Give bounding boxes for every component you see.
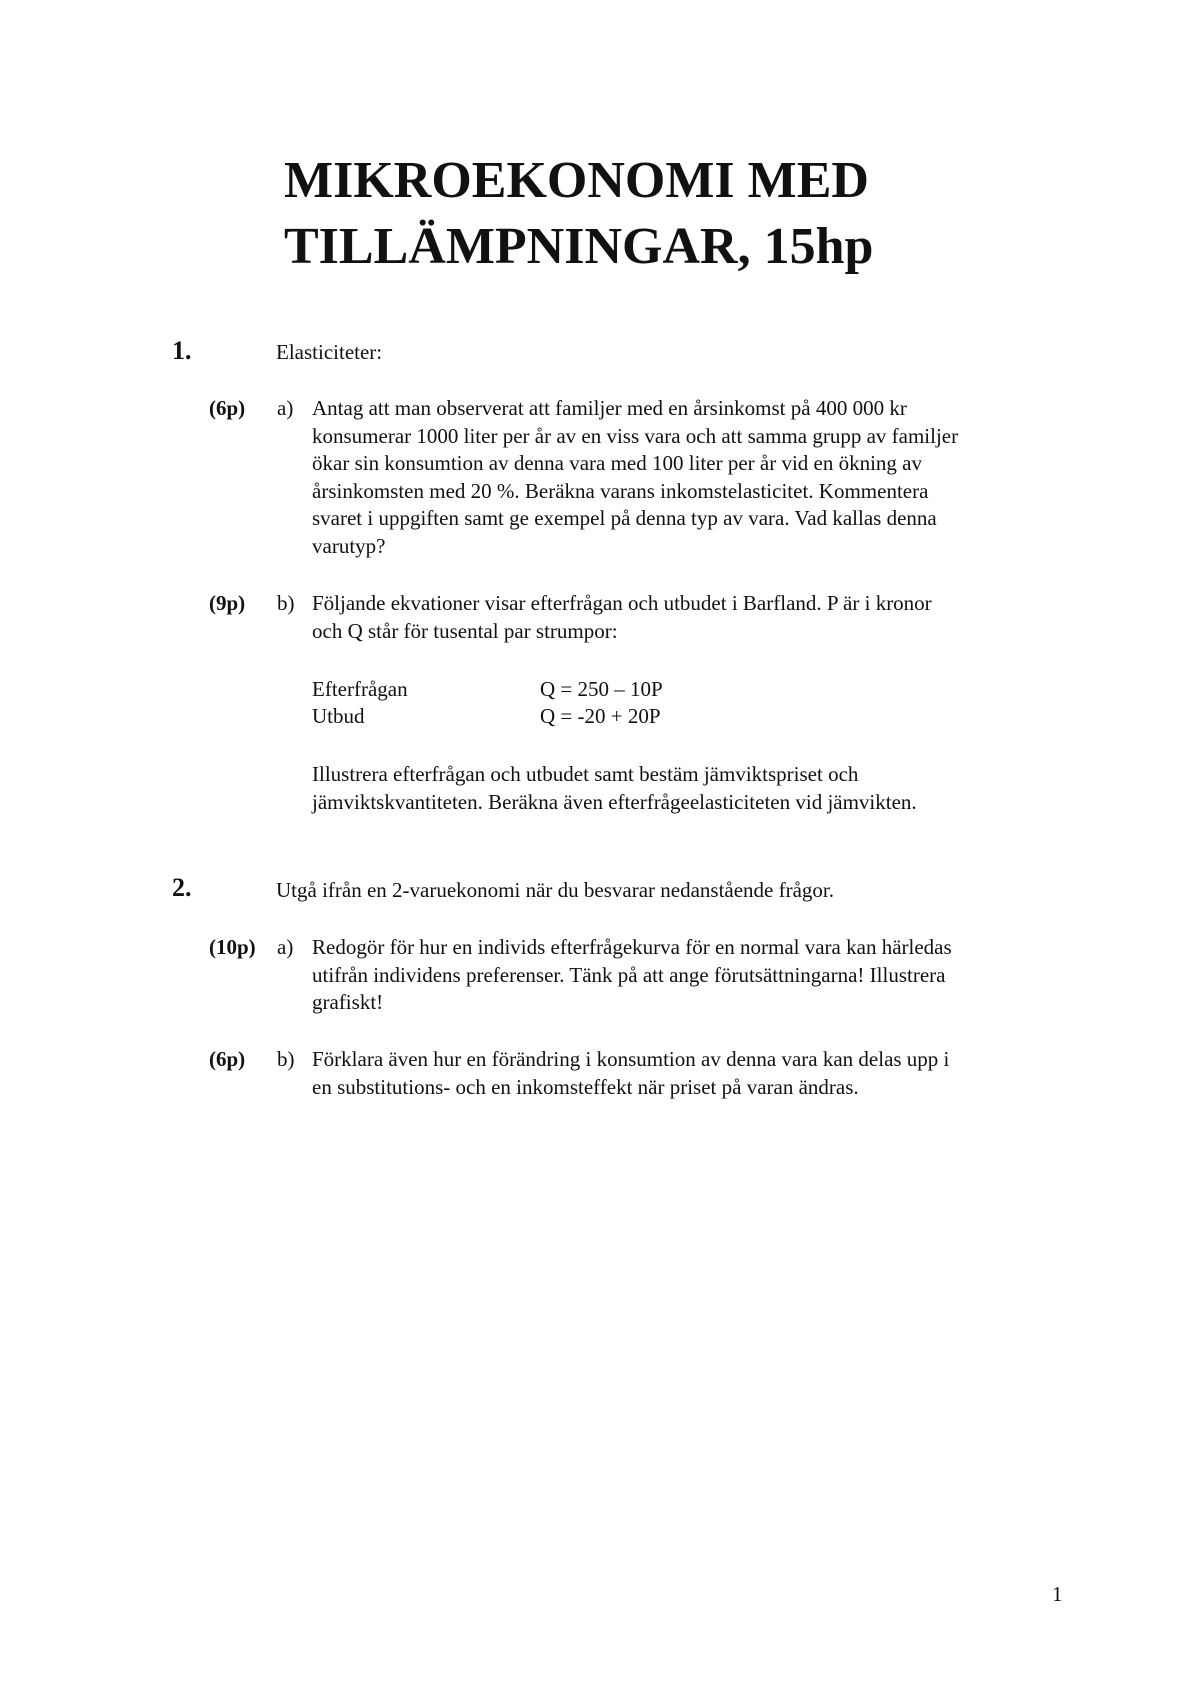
- question-1a-line: konsumerar 1000 liter per år av en viss vara och att samma grupp av familjer: [312, 423, 959, 448]
- question-1b-letter: b): [277, 591, 295, 615]
- question-1-heading: Elasticiteter:: [276, 340, 383, 364]
- question-1a-letter: a): [277, 396, 294, 420]
- question-1b-text: [312, 590, 1072, 645]
- question-1b-points: (9p): [209, 591, 246, 615]
- question-2-heading: Utgå ifrån en 2-varuekonomi när du besvarar nedanstående frågor.: [276, 878, 835, 902]
- question-2a-line: utifrån individens preferenser. Tänk på att ange förutsättningarna! Illustrera: [312, 962, 946, 987]
- equation-formula: Q = 250 – 10P: [540, 677, 663, 701]
- page-number: 1: [1052, 1582, 1063, 1606]
- question-1b-line: Illustrera efterfrågan och utbudet samt bestäm jämviktspriset och: [312, 762, 859, 786]
- question-1a-line: årsinkomsten med 20 %. Beräkna varans inkomstelasticitet. Kommentera: [312, 478, 929, 503]
- question-1a-text: [312, 395, 1072, 560]
- question-1-number: 1.: [172, 336, 192, 365]
- question-2b-letter: b): [277, 1047, 295, 1071]
- question-1a-points: (6p): [209, 396, 246, 420]
- title-line-2: TILLÄMPNINGAR, 15hp: [284, 218, 874, 275]
- question-1a-line: varutyp?: [312, 533, 386, 558]
- equation-label: Efterfrågan: [312, 677, 408, 701]
- question-2a-text: [312, 934, 1072, 1017]
- document-title: [284, 148, 984, 280]
- question-2a-line: grafiskt!: [312, 990, 384, 1014]
- question-2b-line: en substitutions- och en inkomsteffekt när priset på varan ändras.: [312, 1074, 859, 1099]
- question-2b-points: (6p): [209, 1047, 246, 1071]
- question-2b-text: [312, 1046, 1072, 1101]
- question-2-number: 2.: [172, 873, 192, 902]
- question-2a-line: Redogör för hur en individs efterfrågekurva för en normal vara kan härledas: [312, 935, 952, 959]
- question-2a-letter: a): [277, 935, 294, 959]
- question-2b-line: Förklara även hur en förändring i konsumtion av denna vara kan delas upp i: [312, 1047, 950, 1071]
- equation-demand: [312, 677, 663, 702]
- question-1b-text-2: [312, 761, 1072, 816]
- equation-label: Utbud: [312, 704, 365, 728]
- question-2a-points: (10p): [209, 935, 256, 959]
- question-1b-line: och Q står för tusental par strumpor:: [312, 618, 618, 643]
- question-1b-line: jämviktskvantiteten. Beräkna även efterfrågeelasticiteten vid jämvikten.: [312, 789, 917, 814]
- question-1a-line: Antag att man observerat att familjer med en årsinkomst på 400 000 kr: [312, 396, 907, 420]
- question-1b-line: Följande ekvationer visar efterfrågan och utbudet i Barfland. P är i kronor: [312, 591, 932, 615]
- question-1a-line: ökar sin konsumtion av denna vara med 100 liter per år vid en ökning av: [312, 451, 923, 475]
- equation-formula: Q = -20 + 20P: [540, 704, 661, 728]
- title-line-1: MIKROEKONOMI MED: [284, 152, 869, 209]
- question-1a-line: svaret i uppgiften samt ge exempel på denna typ av vara. Vad kallas denna: [312, 506, 937, 530]
- equation-supply: [312, 704, 661, 729]
